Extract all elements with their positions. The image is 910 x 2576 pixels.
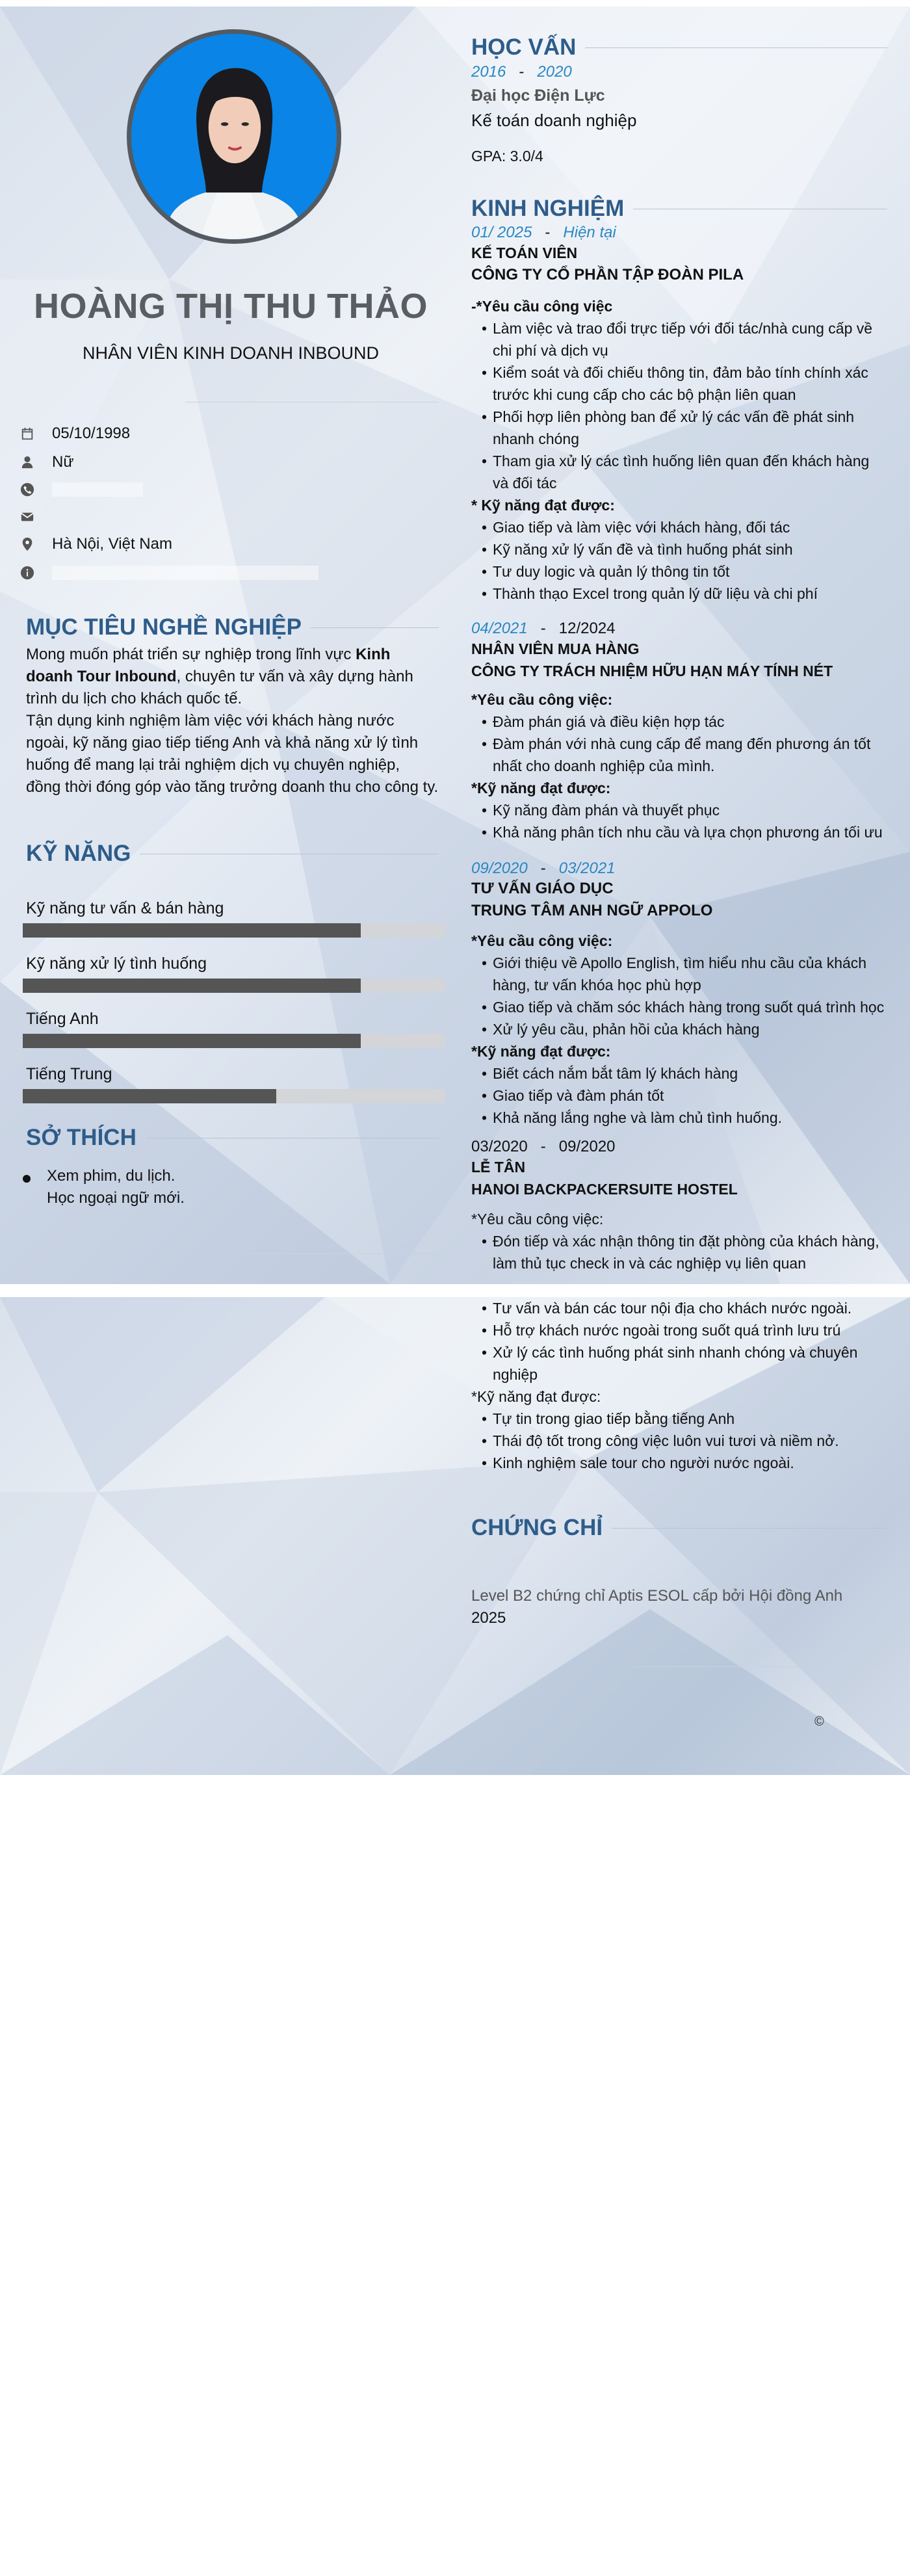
certificate-year: 2025: [471, 1609, 506, 1627]
person-icon: [20, 454, 35, 470]
job-gain-label: *Kỹ năng đạt được:: [471, 1388, 601, 1405]
website-redacted: [52, 566, 318, 580]
job-dates: 03/2020 - 09/2020: [471, 1138, 616, 1155]
job-entry: [471, 1138, 887, 1274]
info-address: [20, 534, 172, 554]
job-role: KẾ TOÁN VIÊN: [471, 244, 578, 261]
certificates-heading: CHỨNG CHỈ: [471, 1515, 887, 1541]
info-icon: [20, 565, 35, 581]
skill-label: Kỹ năng tư vấn & bán hàng: [26, 899, 224, 917]
list-item: • Tư duy logic và quản lý thông tin tốt: [471, 560, 887, 583]
list-item: • Thái độ tốt trong công việc luôn vui tươi và niềm nở.: [471, 1430, 887, 1452]
job-entry: [471, 224, 887, 605]
education-gpa: GPA: 3.0/4: [471, 148, 543, 164]
job-company: HANOI BACKPACKERSUITE HOSTEL: [471, 1181, 738, 1198]
job-company: CÔNG TY TRÁCH NHIỆM HỮU HẠN MÁY TÍNH NÉT: [471, 663, 833, 679]
job-req-list: [471, 1230, 887, 1274]
list-item: • Giao tiếp và chăm sóc khách hàng trong suốt quá trình học: [471, 996, 887, 1018]
job-dates: 04/2021 - 12/2024: [471, 620, 616, 637]
skill-bar: [23, 1089, 445, 1103]
info-email: [20, 507, 52, 527]
info-phone: [20, 480, 143, 499]
avatar: [127, 29, 341, 244]
list-item: • Xử lý các tình huống phát sinh nhanh chóng và chuyên nghiệp: [471, 1341, 887, 1386]
list-item: • Hỗ trợ khách nước ngoài trong suốt quá trình lưu trú: [471, 1319, 887, 1341]
phone-icon: [20, 482, 35, 497]
list-item: • Biết cách nắm bắt tâm lý khách hàng: [471, 1062, 887, 1084]
phone-redacted: [52, 482, 143, 497]
address-text: Hà Nội, Việt Nam: [52, 535, 172, 553]
list-item: • Tự tin trong giao tiếp bằng tiếng Anh: [471, 1408, 887, 1430]
candidate-title: NHÂN VIÊN KINH DOANH INBOUND: [82, 343, 380, 363]
list-item: • Khả năng phân tích nhu cầu và lựa chọn phương án tối ưu: [471, 821, 887, 843]
list-item: • Đàm phán với nhà cung cấp để mang đến phương án tốt nhất cho doanh nghiệp của mình.: [471, 733, 887, 777]
cv-page-1: [0, 7, 910, 1284]
avatar-photo: [131, 34, 337, 239]
job-req-label: -*Yêu cầu công việc: [471, 298, 613, 315]
skill-bar: [23, 923, 445, 938]
hobby-list: Xem phim, du lịch. Học ngoại ngữ mới.: [47, 1167, 185, 1207]
skill-bar-fill: [23, 1089, 276, 1103]
email-icon: [20, 509, 35, 525]
job-gain-list: [471, 516, 887, 605]
list-item: • Khả năng lắng nghe và làm chủ tình huống.: [471, 1107, 887, 1129]
job-req-list: [471, 711, 887, 777]
list-item: • Kinh nghiệm sale tour cho người nước ngoài.: [471, 1452, 887, 1474]
skill-label: Kỹ năng xử lý tình huống: [26, 954, 207, 973]
job-role: NHÂN VIÊN MUA HÀNG: [471, 640, 640, 657]
job-dates: 01/ 2025 - Hiện tại: [471, 224, 616, 241]
job-gain-label: * Kỹ năng đạt được:: [471, 497, 615, 514]
info-birthdate: [20, 424, 130, 443]
job-role: LỄ TÂN: [471, 1159, 526, 1176]
hobby-bullet: [23, 1175, 31, 1183]
birthdate-text: 05/10/1998: [52, 425, 131, 442]
list-item: • Phối hợp liên phòng ban để xử lý các vấn đề phát sinh nhanh chóng: [471, 406, 887, 450]
education-dates: 2016 - 2020: [471, 63, 572, 81]
list-item: • Kỹ năng đàm phán và thuyết phục: [471, 799, 887, 821]
job-gain-list: [471, 1062, 887, 1129]
info-gender: [20, 453, 73, 472]
location-pin-icon: [20, 536, 35, 552]
job-company: TRUNG TÂM ANH NGỮ APPOLO: [471, 902, 713, 919]
list-item: • Thành thạo Excel trong quản lý dữ liệu và chi phí: [471, 583, 887, 605]
experience-heading: KINH NGHIỆM: [471, 196, 887, 222]
education-heading: HỌC VẤN: [471, 34, 887, 60]
job-gain-list: [471, 1408, 887, 1474]
calendar-icon: [20, 426, 35, 441]
list-item: • Làm việc và trao đổi trực tiếp với đối tác/nhà cung cấp về chi phí và dịch vụ: [471, 317, 887, 361]
certificate-name: Level B2 chứng chỉ Aptis ESOL cấp bởi Hội đồng Anh: [471, 1587, 843, 1605]
list-item: • Đón tiếp và xác nhận thông tin đặt phòng của khách hàng, làm thủ tục check in và các nghiệp vụ liên quan: [471, 1230, 887, 1274]
job-req-list: [471, 317, 887, 494]
list-item: • Giao tiếp và đàm phán tốt: [471, 1084, 887, 1107]
skill-label: Tiếng Anh: [26, 1010, 99, 1028]
education-school: Đại học Điện Lực: [471, 86, 605, 105]
list-item: • Đàm phán giá và điều kiện hợp tác: [471, 711, 887, 733]
list-item: • Tham gia xử lý các tình huống liên quan đến khách hàng và đối tác: [471, 450, 887, 494]
skill-bar-fill: [23, 923, 361, 938]
job-gain-list: [471, 799, 887, 843]
job-req-list: [471, 952, 887, 1040]
education-major: Kế toán doanh nghiệp: [471, 111, 637, 130]
skill-bar-fill: [23, 1034, 361, 1048]
list-item: • Kỹ năng xử lý vấn đề và tình huống phát sinh: [471, 538, 887, 560]
list-item: • Giới thiệu về Apollo English, tìm hiểu nhu cầu của khách hàng, tư vấn khóa học phù hợp: [471, 952, 887, 996]
copyright-mark: ©: [814, 1715, 824, 1729]
skill-label: Tiếng Trung: [26, 1065, 112, 1083]
job-gain-label: *Kỹ năng đạt được:: [471, 1043, 611, 1060]
job-gain-label: *Kỹ năng đạt được:: [471, 780, 611, 796]
list-item: • Xử lý yêu cầu, phản hồi của khách hàng: [471, 1018, 887, 1040]
job-role: TƯ VẤN GIÁO DỤC: [471, 880, 614, 897]
cv-page-2: [0, 1297, 910, 1775]
list-item: • Kiểm soát và đối chiếu thông tin, đảm bảo tính chính xác trước khi cung cấp cho các bộ phận liên quan: [471, 361, 887, 406]
job-entry-continued: [471, 1297, 887, 1474]
job-req-label: *Yêu cầu công việc:: [471, 691, 613, 708]
info-website: [20, 563, 318, 583]
gender-text: Nữ: [52, 453, 74, 471]
job-entry: [471, 620, 887, 843]
candidate-name: HOÀNG THỊ THU THẢO: [34, 287, 428, 326]
skill-bar: [23, 979, 445, 993]
skill-bar: [23, 1034, 445, 1048]
job-dates: 09/2020 - 03/2021: [471, 860, 616, 877]
job-req-list: [471, 1297, 887, 1386]
job-entry: [471, 860, 887, 1129]
job-company: CÔNG TY CỔ PHẦN TẬP ĐOÀN PILA: [471, 266, 744, 283]
objective-heading: MỤC TIÊU NGHỀ NGHIỆP: [26, 614, 439, 640]
job-req-label: *Yêu cầu công việc:: [471, 932, 613, 949]
skills-heading: KỸ NĂNG: [26, 841, 439, 867]
divider: [634, 1666, 887, 1667]
list-item: • Giao tiếp và làm việc với khách hàng, đối tác: [471, 516, 887, 538]
job-req-label: *Yêu cầu công việc:: [471, 1211, 604, 1228]
skill-bar-fill: [23, 979, 361, 993]
hobbies-heading: SỞ THÍCH: [26, 1125, 439, 1151]
objective-text: Mong muốn phát triển sự nghiệp trong lĩnh vực Kinh doanh Tour Inbound, chuyên tư vấn và xây dựng hành trình du lịch cho khách quốc tế. Tận dụng kinh nghiệm làm việc với khách hàng nước ngoài, kỹ năng giao tiếp tiếng Anh và khả năng xử lý tình huống để mang lại trải nghiệm dịch vụ chuyên nghiệp, đồng thời đóng góp vào tăng trưởng doanh thu cho công ty.: [26, 646, 439, 796]
list-item: • Tư vấn và bán các tour nội địa cho khách nước ngoài.: [471, 1297, 887, 1319]
